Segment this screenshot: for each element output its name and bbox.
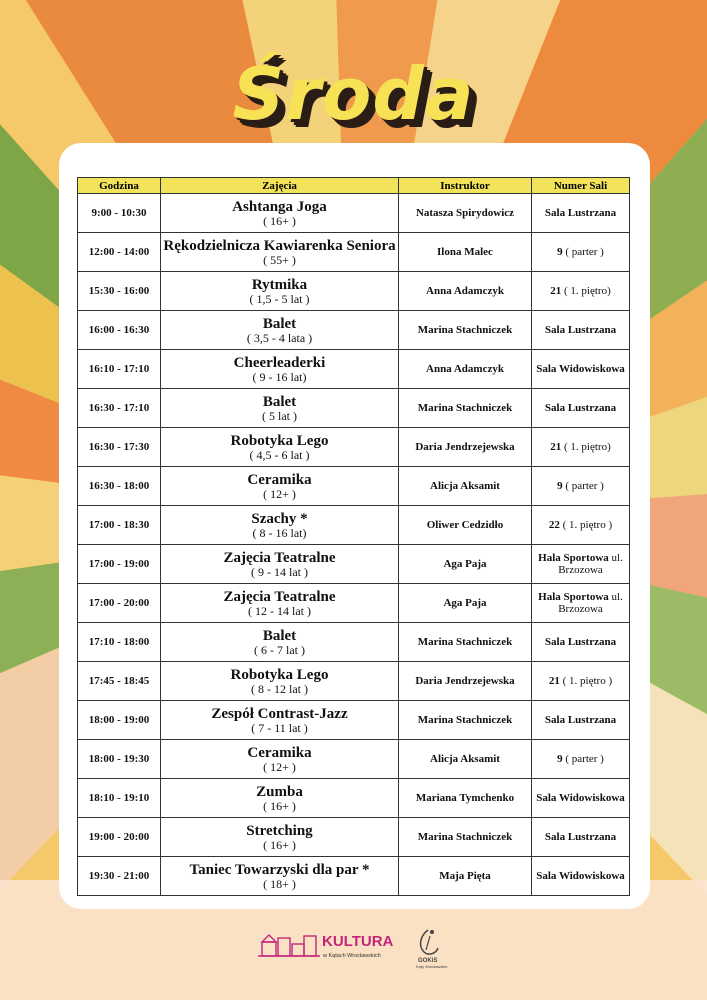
page-title: Środa — [232, 52, 475, 136]
kultura-logo-subtitle: w Kątach Wrocławskich — [323, 953, 381, 959]
class-name: Balet — [262, 627, 297, 644]
instructor-cell: Aga Paja — [399, 545, 532, 584]
instructor-cell: Mariana Tymchenko — [399, 779, 532, 818]
table-row — [78, 506, 630, 545]
class-cell — [161, 623, 399, 662]
age-range: ( 1,5 - 5 lat ) — [249, 291, 310, 306]
room-name: Sala Widowiskowa — [536, 792, 625, 804]
instructor-cell: Natasza Spirydowicz — [399, 194, 532, 233]
class-name: Taniec Towarzyski dla par * — [189, 861, 370, 878]
age-range: ( 55+ ) — [263, 252, 296, 267]
age-range: ( 9 - 14 lat ) — [251, 564, 308, 579]
table-row — [78, 662, 630, 701]
time-cell: 16:30 - 17:10 — [78, 389, 161, 428]
class-cell — [161, 428, 399, 467]
class-cell — [161, 740, 399, 779]
class-name: Zajęcia Teatralne — [223, 549, 336, 566]
room-name: 9 — [557, 480, 563, 492]
class-cell — [161, 233, 399, 272]
room-cell — [532, 389, 630, 428]
age-range: ( 9 - 16 lat) — [252, 369, 307, 384]
table-row — [78, 311, 630, 350]
room-name: Sala Widowiskowa — [536, 363, 625, 375]
room-cell — [532, 467, 630, 506]
instructor-cell: Maja Pięta — [399, 857, 532, 896]
room-detail: ( parter ) — [562, 246, 604, 258]
room-cell — [532, 194, 630, 233]
room-detail: ( 1. piętro) — [561, 285, 611, 297]
room-cell — [532, 545, 630, 584]
room-name: Sala Lustrzana — [544, 831, 617, 843]
instructor-cell: Anna Adamczyk — [399, 272, 532, 311]
age-range: ( 7 - 11 lat ) — [251, 720, 308, 735]
class-cell — [161, 584, 399, 623]
time-cell: 9:00 - 10:30 — [78, 194, 161, 233]
age-range: ( 8 - 12 lat ) — [251, 681, 308, 696]
time-cell: 12:00 - 14:00 — [78, 233, 161, 272]
room-cell — [532, 350, 630, 389]
instructor-cell: Daria Jendrzejewska — [399, 428, 532, 467]
class-name: Ceramika — [247, 471, 312, 488]
time-cell: 17:00 - 19:00 — [78, 545, 161, 584]
class-name: Balet — [262, 315, 297, 332]
room-cell — [532, 311, 630, 350]
table-row — [78, 233, 630, 272]
room-cell — [532, 428, 630, 467]
class-cell — [161, 389, 399, 428]
room-name: Sala Lustrzana — [544, 207, 617, 219]
class-cell — [161, 506, 399, 545]
table-row — [78, 740, 630, 779]
instructor-cell: Marina Stachniczek — [399, 389, 532, 428]
room-name: Sala Lustrzana — [544, 402, 617, 414]
room-detail: ul. Brzozowa — [558, 552, 623, 576]
room-name: Sala Widowiskowa — [536, 870, 625, 882]
age-range: ( 3,5 - 4 lata ) — [246, 330, 313, 345]
age-range: ( 12 - 14 lat ) — [248, 603, 311, 618]
room-cell — [532, 740, 630, 779]
header-time: Godzina — [78, 178, 161, 194]
room-name: 22 — [548, 519, 560, 531]
table-row — [78, 467, 630, 506]
age-range: ( 18+ ) — [263, 876, 296, 891]
table-row — [78, 428, 630, 467]
gokis-logo — [416, 930, 448, 969]
age-range: ( 4,5 - 6 lat ) — [249, 447, 310, 462]
instructor-cell: Oliwer Cedzidło — [399, 506, 532, 545]
class-name: Zespół Contrast-Jazz — [211, 705, 348, 722]
room-name: Hala Sportowa — [538, 591, 609, 603]
class-cell — [161, 467, 399, 506]
class-name: Szachy * — [251, 510, 308, 527]
table-row — [78, 389, 630, 428]
instructor-cell: Daria Jendrzejewska — [399, 662, 532, 701]
room-name: Sala Lustrzana — [544, 636, 617, 648]
age-range: ( 16+ ) — [263, 837, 296, 852]
room-detail: ( 1. piętro ) — [559, 519, 613, 531]
time-cell: 17:45 - 18:45 — [78, 662, 161, 701]
instructor-cell: Marina Stachniczek — [399, 311, 532, 350]
table-row — [78, 701, 630, 740]
class-name: Cheerleaderki — [233, 354, 326, 371]
time-cell: 18:00 - 19:00 — [78, 701, 161, 740]
class-cell — [161, 662, 399, 701]
time-cell: 17:10 - 18:00 — [78, 623, 161, 662]
header-instructor: Instruktor — [399, 178, 532, 194]
time-cell: 16:10 - 17:10 — [78, 350, 161, 389]
instructor-cell: Ilona Malec — [399, 233, 532, 272]
room-cell — [532, 233, 630, 272]
gokis-logo-text: GOKiS — [418, 958, 438, 964]
room-cell — [532, 623, 630, 662]
header-room: Numer Sali — [532, 178, 630, 194]
table-row — [78, 350, 630, 389]
room-name: Sala Lustrzana — [544, 714, 617, 726]
class-name: Stretching — [246, 822, 313, 839]
instructor-cell: Alicja Aksamit — [399, 740, 532, 779]
kultura-logo — [258, 933, 394, 959]
instructor-cell: Aga Paja — [399, 584, 532, 623]
time-cell: 19:30 - 21:00 — [78, 857, 161, 896]
table-row — [78, 623, 630, 662]
time-cell: 18:10 - 19:10 — [78, 779, 161, 818]
class-cell — [161, 311, 399, 350]
age-range: ( 5 lat ) — [262, 408, 297, 423]
age-range: ( 16+ ) — [263, 213, 296, 228]
table-row — [78, 857, 630, 896]
room-detail: ul. Brzozowa — [558, 591, 623, 615]
instructor-cell: Marina Stachniczek — [399, 623, 532, 662]
age-range: ( 12+ ) — [263, 486, 296, 501]
class-name: Zajęcia Teatralne — [223, 588, 336, 605]
room-name: 9 — [557, 246, 563, 258]
instructor-cell: Alicja Aksamit — [399, 467, 532, 506]
class-name: Rytmika — [251, 276, 308, 293]
time-cell: 18:00 - 19:30 — [78, 740, 161, 779]
class-cell — [161, 545, 399, 584]
time-cell: 16:30 - 18:00 — [78, 467, 161, 506]
table-row — [78, 194, 630, 233]
time-cell: 17:00 - 20:00 — [78, 584, 161, 623]
class-cell — [161, 857, 399, 896]
instructor-cell: Marina Stachniczek — [399, 818, 532, 857]
class-cell — [161, 272, 399, 311]
class-name: Robotyka Lego — [230, 432, 329, 449]
room-cell — [532, 506, 630, 545]
class-name: Zumba — [256, 783, 303, 800]
instructor-cell: Marina Stachniczek — [399, 701, 532, 740]
room-name: 9 — [557, 753, 563, 765]
kultura-logo-text: KULTURA — [322, 933, 394, 950]
room-cell — [532, 272, 630, 311]
age-range: ( 16+ ) — [263, 798, 296, 813]
room-detail: ( parter ) — [562, 480, 604, 492]
class-cell — [161, 350, 399, 389]
class-name: Ashtanga Joga — [232, 198, 327, 215]
room-name: 21 — [550, 441, 562, 453]
header-class: Zajęcia — [161, 178, 399, 194]
time-cell: 16:00 - 16:30 — [78, 311, 161, 350]
room-name: 21 — [550, 285, 562, 297]
class-name: Ceramika — [247, 744, 312, 761]
class-cell — [161, 779, 399, 818]
room-detail: ( 1. piętro ) — [559, 675, 613, 687]
class-name: Rękodzielnicza Kawiarenka Seniora — [163, 237, 396, 254]
time-cell: 15:30 - 16:00 — [78, 272, 161, 311]
time-cell: 19:00 - 20:00 — [78, 818, 161, 857]
class-cell — [161, 194, 399, 233]
room-cell — [532, 857, 630, 896]
room-cell — [532, 818, 630, 857]
class-name: Balet — [262, 393, 297, 410]
room-cell — [532, 584, 630, 623]
room-name: 21 — [548, 675, 560, 687]
age-range: ( 6 - 7 lat ) — [254, 642, 305, 657]
table-row — [78, 584, 630, 623]
room-detail: ( parter ) — [562, 753, 604, 765]
room-cell — [532, 662, 630, 701]
time-cell: 16:30 - 17:30 — [78, 428, 161, 467]
class-cell — [161, 701, 399, 740]
time-cell: 17:00 - 18:30 — [78, 506, 161, 545]
age-range: ( 8 - 16 lat) — [252, 525, 307, 540]
room-cell — [532, 701, 630, 740]
room-name: Hala Sportowa — [538, 552, 609, 564]
room-cell — [532, 779, 630, 818]
table-header-row — [78, 178, 630, 194]
class-name: Robotyka Lego — [230, 666, 329, 683]
age-range: ( 12+ ) — [263, 759, 296, 774]
room-name: Sala Lustrzana — [544, 324, 617, 336]
instructor-cell: Anna Adamczyk — [399, 350, 532, 389]
table-row — [78, 272, 630, 311]
room-detail: ( 1. piętro) — [561, 441, 611, 453]
footer-logos — [0, 922, 707, 972]
schedule-table — [77, 177, 630, 896]
table-row — [78, 545, 630, 584]
class-cell — [161, 818, 399, 857]
table-row — [78, 779, 630, 818]
table-row — [78, 818, 630, 857]
gokis-logo-subtitle: Kąty Wrocławskie — [416, 964, 448, 969]
